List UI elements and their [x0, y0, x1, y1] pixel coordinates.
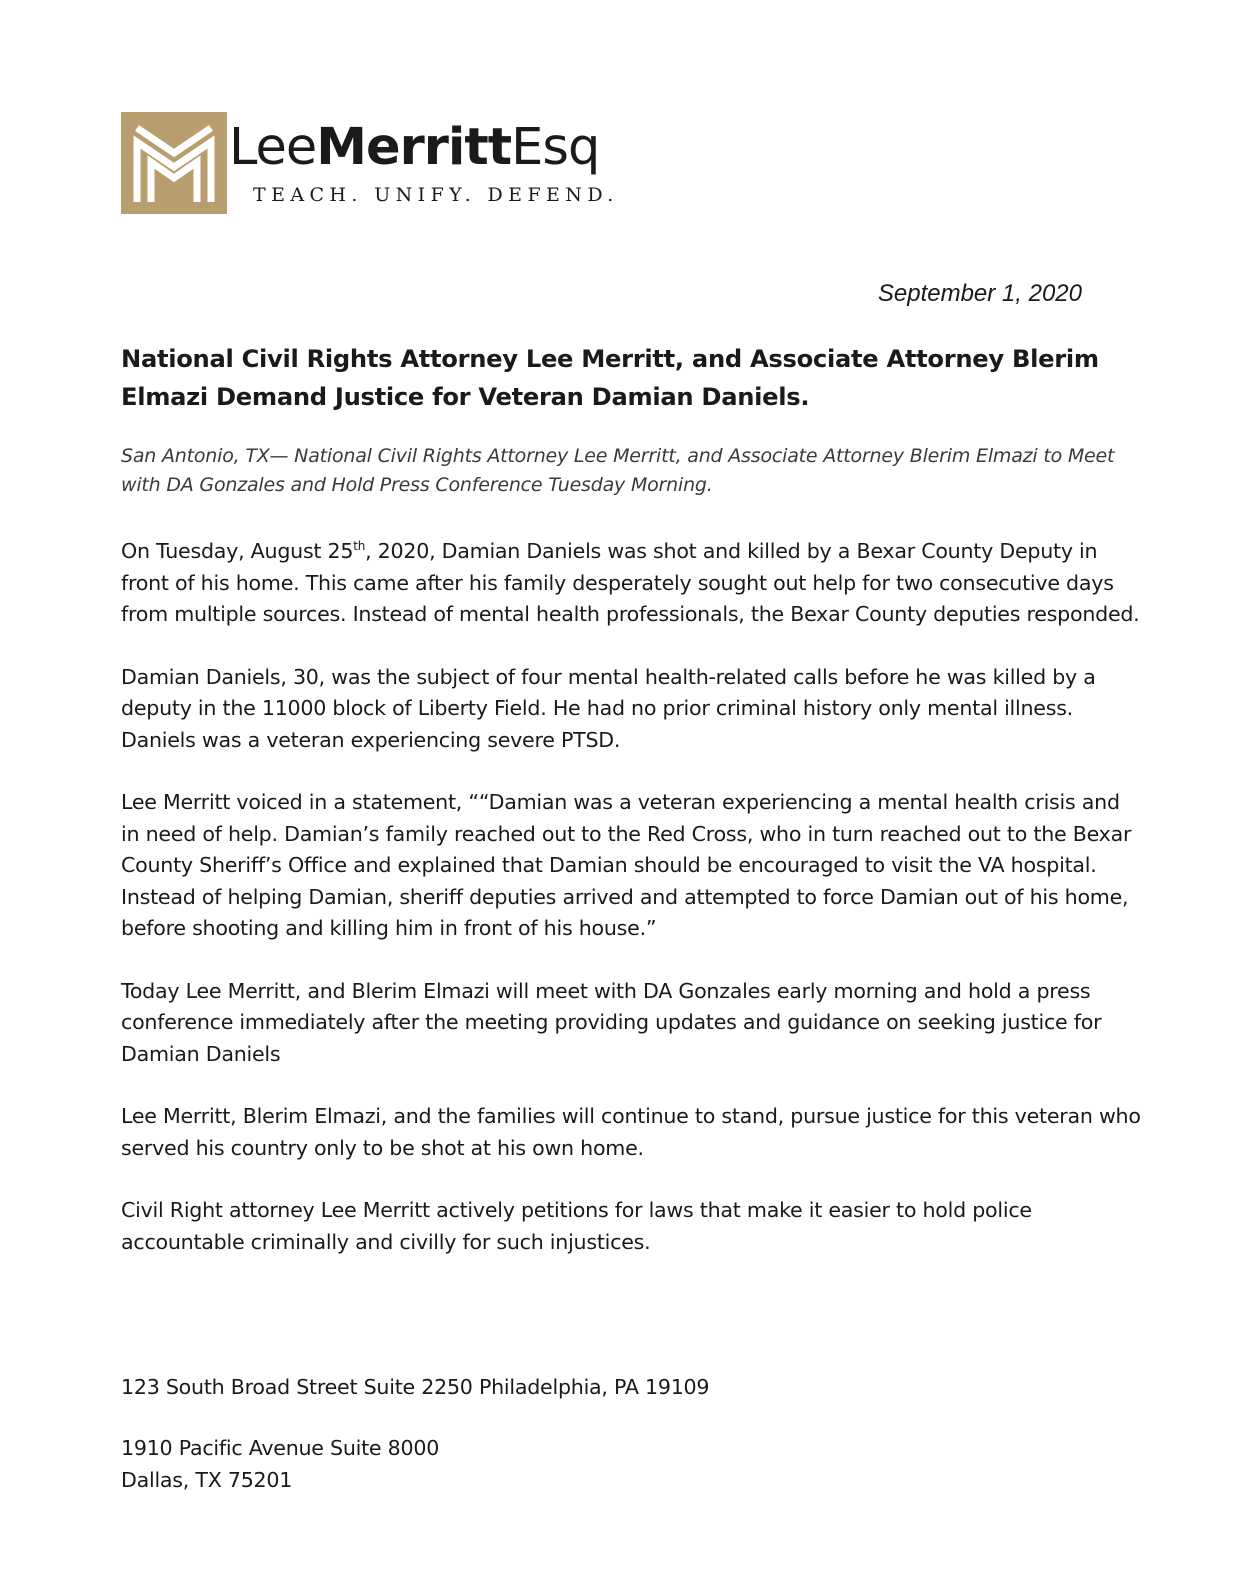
paragraph-4: Today Lee Merritt, and Blerim Elmazi will meet with DA Gonzales early morning and hold a press conference immediately after the meeting providing updates and guidance on seeking justice for Damian Daniels — [121, 978, 1102, 1066]
logo-name-first: Lee — [229, 118, 317, 177]
address-dallas-line-1: 1910 Pacific Avenue Suite 8000 — [121, 1436, 440, 1460]
address-dallas-line-2: Dallas, TX 75201 — [121, 1467, 293, 1492]
logo-m-icon — [121, 112, 227, 214]
ordinal-suffix: th — [353, 539, 366, 554]
logo-name-last: Merritt — [316, 118, 512, 177]
paragraph-1-start: On Tuesday, August 25 — [121, 539, 354, 563]
paragraph-2: Damian Daniels, 30, was the subject of four mental health-related calls before he was killed by a deputy in the 11000 block of Liberty Field. He had no prior criminal history only mental illness. Daniels was a veteran experiencing severe PTSD. — [121, 664, 1096, 752]
address-philadelphia: 123 South Broad Street Suite 2250 Philadelphia, PA 19109 — [121, 1375, 710, 1399]
logo-name-suffix: Esq — [511, 118, 600, 177]
logo-tagline: TEACH. UNIFY. DEFEND. — [253, 184, 619, 206]
paragraph-6: Civil Right attorney Lee Merritt actively petitions for laws that make it easier to hold police accountable criminally and civilly for such injustices. — [121, 1198, 1032, 1254]
paragraph-3: Lee Merritt voiced in a statement, ““Damian was a veteran experiencing a mental health crisis and in need of help. Damian’s family reached out to the Red Cross, who in turn reached out to the Bexar County Sheriff’s Office and explained that Damian should be encouraged to visit the VA hospital. Instead of helping Damian, sheriff deputies arrived and attempted to force Damian out of his home, before shooting and killing him in front of his house.” — [121, 790, 1132, 940]
release-date: September 1, 2020 — [877, 280, 1082, 307]
company-logo — [121, 112, 681, 216]
paragraph-1 — [121, 536, 1141, 631]
headline: National Civil Rights Attorney Lee Merritt, and Associate Attorney Blerim Elmazi Demand Justice for Veteran Damian Daniels. — [121, 345, 1099, 411]
logo-wordmark — [229, 118, 599, 178]
dateline-summary: San Antonio, TX— National Civil Rights Attorney Lee Merritt, and Associate Attorney Blerim Elmazi to Meet with DA Gonzales and Hold Press Conference Tuesday Morning. — [121, 445, 1115, 496]
paragraph-1-rest: , 2020, Damian Daniels was shot and killed by a Bexar County Deputy in front of his home. This came after his family desperately sought out help for two consecutive days from multiple sources. Instead of mental health professionals, the Bexar County deputies responded. — [121, 539, 1140, 626]
paragraph-5: Lee Merritt, Blerim Elmazi, and the families will continue to stand, pursue justice for this veteran who served his country only to be shot at his own home. — [121, 1104, 1141, 1160]
press-release-body — [121, 340, 1141, 1289]
address-dallas — [121, 1433, 439, 1496]
